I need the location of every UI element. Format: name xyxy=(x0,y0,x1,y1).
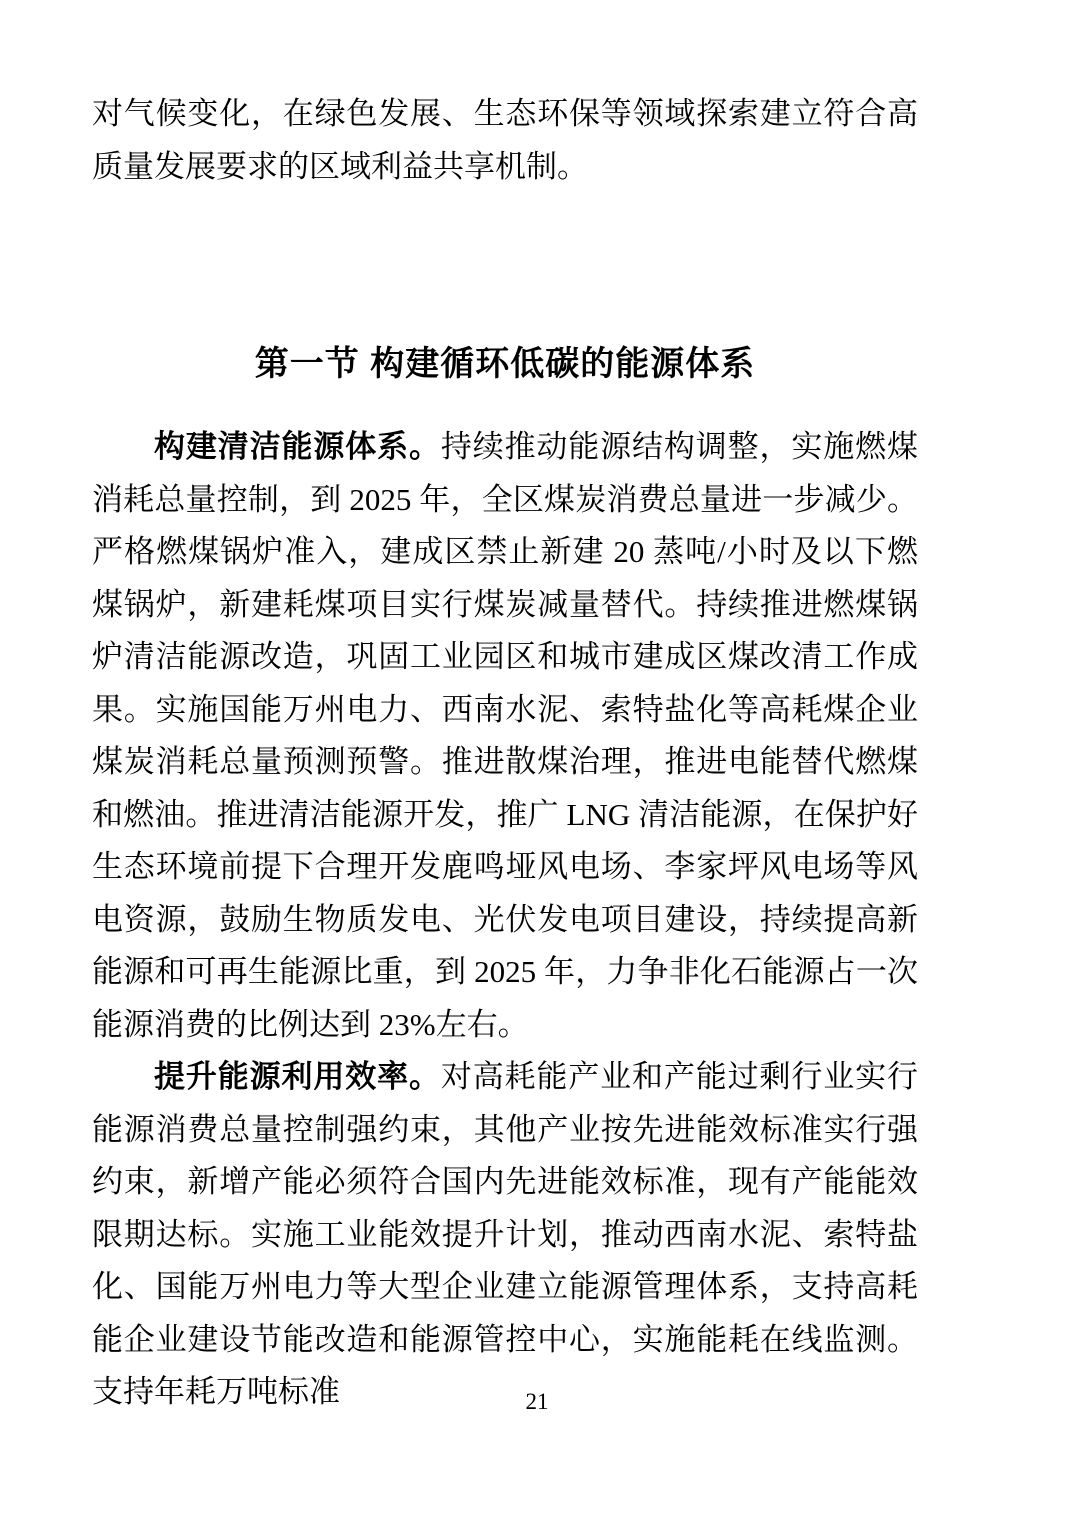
paragraph-energy-efficiency xyxy=(92,1051,918,1419)
paragraph-energy-efficiency-body: 对高耗能产业和产能过剩行业实行能源消费总量控制强约束，其他产业按先进能效标准实行强约束，新增产能必须符合国内先进能效标准，现有产能能效限期达标。实施工业能效提升计划，推动西南水泥、索特盐化、国能万州电力等大型企业建立能源管理体系，支持高耗能企业建设节能改造和能源管控中心，实施能耗在线监测。支持年耗万吨标准 xyxy=(92,1059,919,1409)
paragraph-clean-energy-lead: 构建清洁能源体系。 xyxy=(154,429,441,464)
paragraph-energy-efficiency-lead: 提升能源利用效率。 xyxy=(154,1059,441,1094)
paragraph-clean-energy-body: 持续推动能源结构调整，实施燃煤消耗总量控制，到 2025 年，全区煤炭消费总量进一步减少。严格燃煤锅炉准入，建成区禁止新建 20 蒸吨/小时及以下燃煤锅炉，新建耗煤项目实行煤炭减量替代。持续推进燃煤锅炉清洁能源改造，巩固工业园区和城市建成区煤改清工作成果。实施国能万州电力、西南水泥、索特盐化等高耗煤企业煤炭消耗总量预测预警。推进散煤治理，推进电能替代燃煤和燃油。推进清洁能源开发，推广 LNG 清洁能源，在保护好生态环境前提下合理开发鹿鸣垭风电场、李家坪风电场等风电资源，鼓励生物质发电、光伏发电项目建设，持续提高新能源和可再生能源比重，到 2025 年，力争非化石能源占一次能源消费的比例达到 23%左右。 xyxy=(92,429,919,1042)
page-number: 21 xyxy=(525,1389,549,1414)
paragraph-clean-energy xyxy=(92,421,918,1051)
section-heading: 第一节 构建循环低碳的能源体系 xyxy=(254,345,756,383)
page-content xyxy=(92,88,918,1419)
intro-paragraph: 对气候变化，在绿色发展、生态环保等领域探索建立符合高质量发展要求的区域利益共享机制。 xyxy=(92,96,918,184)
